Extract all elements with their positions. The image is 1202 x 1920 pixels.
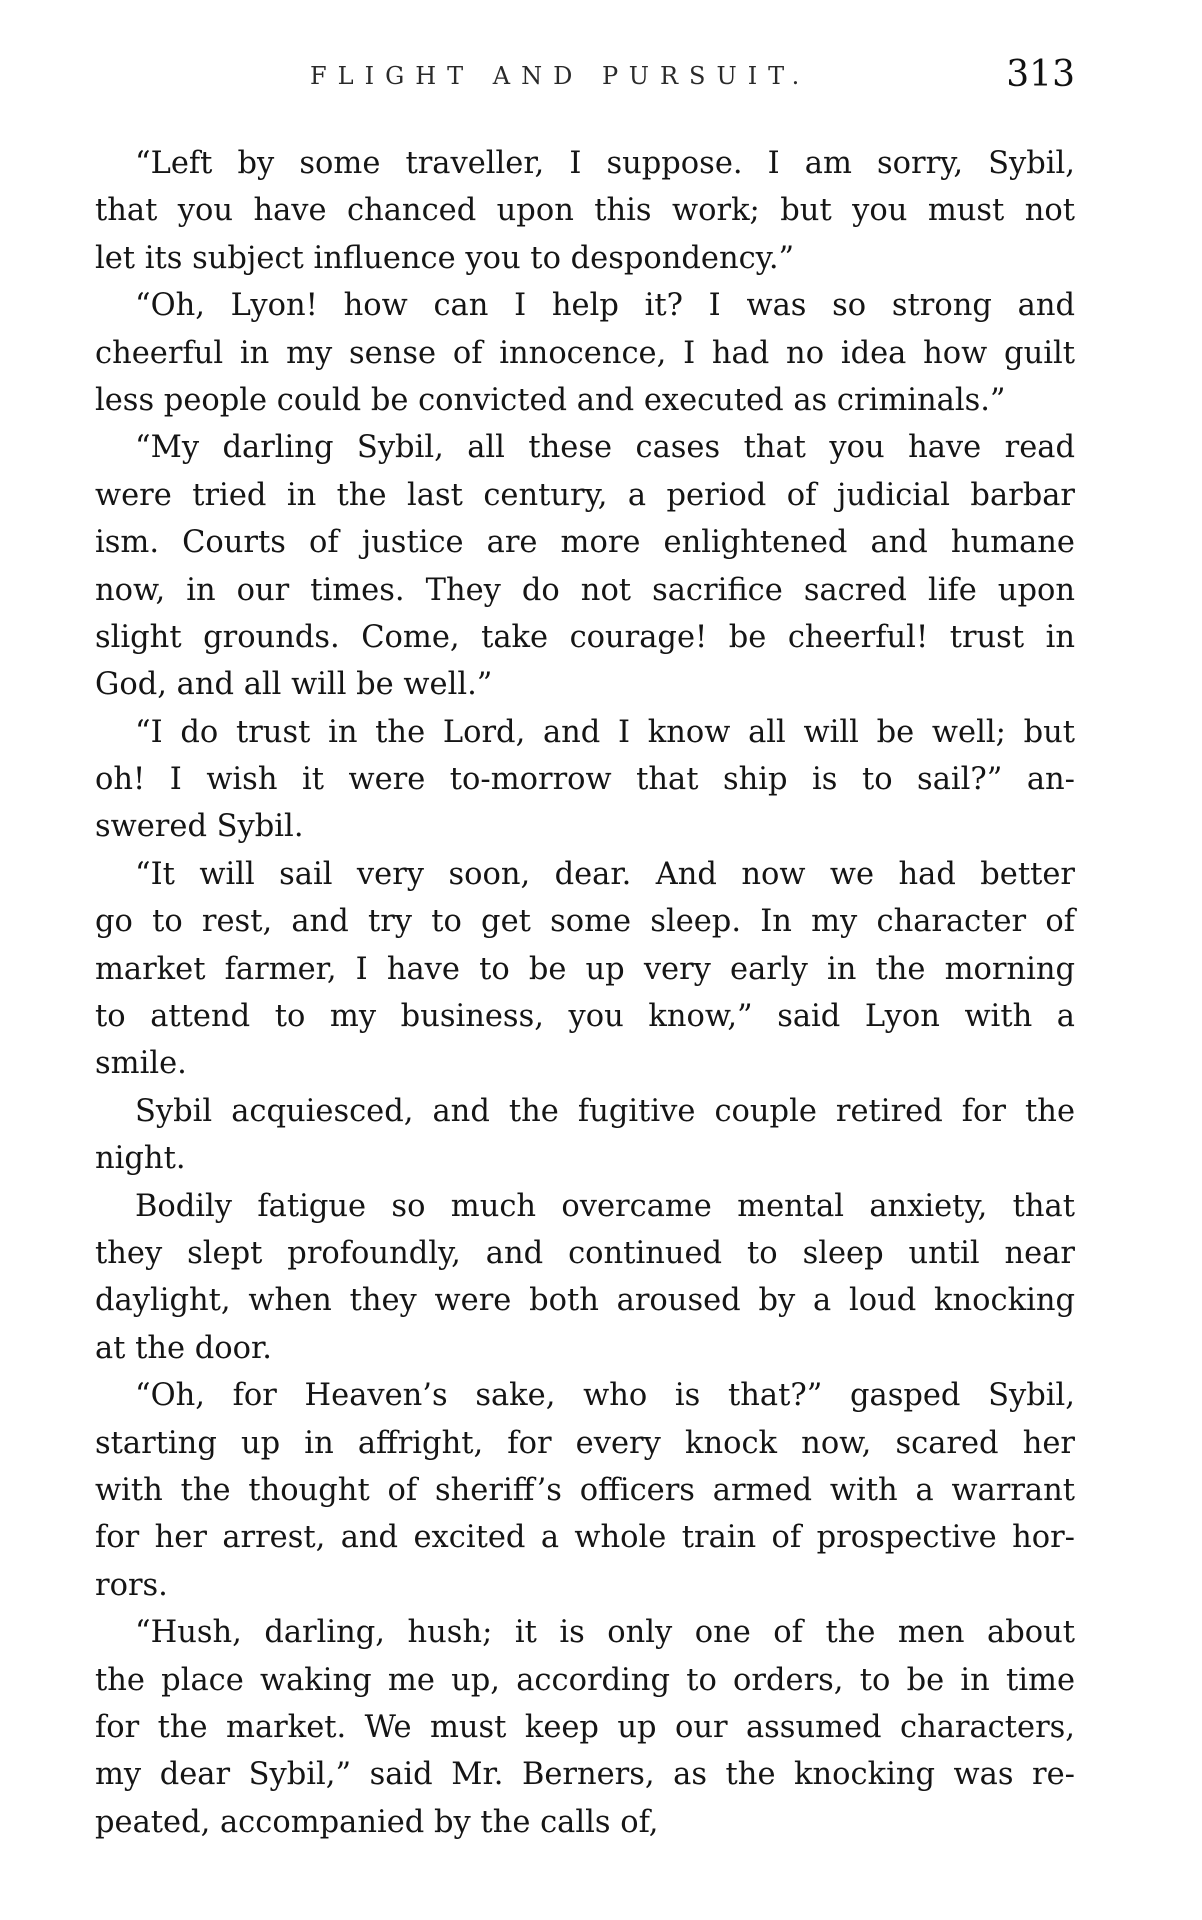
text-line: cheerful in my sense of innocence, I had no idea how guilt [95,335,1075,371]
text-line: oh! I wish it were to-morrow that ship is to sail?” an- [95,762,1075,798]
text-line: at the door. [95,1330,272,1366]
text-line: my dear Sybil,” said Mr. Berners, as the knocking was re- [95,1757,1075,1793]
page-number: 313 [1006,54,1075,95]
text-line: rors. [95,1567,168,1603]
text-line: the place waking me up, according to orders, to be in time [95,1662,1075,1698]
running-title: FLIGHT AND PURSUIT. [310,62,811,90]
text-line: peated, accompanied by the calls of, [95,1804,659,1840]
text-line: to attend to my business, you know,” said Lyon with a [95,999,1075,1035]
text-line: swered Sybil. [95,809,304,845]
text-line: Bodily fatigue so much overcame mental anxiety, that [135,1188,1075,1224]
text-line: were tried in the last century, a period of judicial barbar [95,477,1075,513]
text-line: night. [95,1141,186,1177]
running-head [95,56,1075,106]
paragraph [95,1609,1075,1846]
text-line: they slept profoundly, and continued to sleep until near [95,1235,1075,1271]
text-line: with the thought of sheriff’s officers armed with a warrant [95,1472,1075,1508]
text-line: “I do trust in the Lord, and I know all will be well; but [135,714,1075,750]
body-text [95,140,1075,1846]
text-line: go to rest, and try to get some sleep. In my character of [95,904,1075,940]
text-line: “My darling Sybil, all these cases that you have read [135,430,1075,466]
text-line: “Oh, for Heaven’s sake, who is that?” gasped Sybil, [135,1378,1075,1414]
text-line: daylight, when they were both aroused by a loud knocking [95,1283,1075,1319]
paragraph [95,1372,1075,1609]
text-line: market farmer, I have to be up very early in the morning [95,951,1075,987]
paragraph [95,282,1075,424]
paragraph [95,1088,1075,1183]
text-line: less people could be convicted and executed as criminals.” [95,382,1006,418]
text-line: ism. Courts of justice are more enlightened and humane [95,525,1075,561]
text-line: “It will sail very soon, dear. And now we had better [135,856,1075,892]
text-line: Sybil acquiesced, and the fugitive couple retired for the [135,1093,1075,1129]
text-line: slight grounds. Come, take courage! be cheerful! trust in [95,619,1075,655]
text-line: “Oh, Lyon! how can I help it? I was so strong and [135,288,1075,324]
paragraph [95,140,1075,282]
text-line: smile. [95,1046,187,1082]
text-line: “Left by some traveller, I suppose. I am sorry, Sybil, [135,146,1075,181]
text-line: “Hush, darling, hush; it is only one of the men about [135,1615,1075,1651]
paragraph [95,851,1075,1088]
text-line: starting up in affright, for every knock now, scared her [95,1425,1075,1461]
text-line: God, and all will be well.” [95,667,493,703]
text-line: now, in our times. They do not sacrifice sacred life upon [95,572,1075,608]
paragraph [95,424,1075,708]
paragraph [95,1183,1075,1373]
text-line: let its subject influence you to despondency.” [95,240,795,276]
text-line: for her arrest, and excited a whole train of prospective hor- [95,1520,1075,1556]
text-line: for the market. We must keep up our assumed characters, [95,1709,1075,1745]
paragraph [95,709,1075,851]
text-line: that you have chanced upon this work; but you must not [95,193,1075,229]
